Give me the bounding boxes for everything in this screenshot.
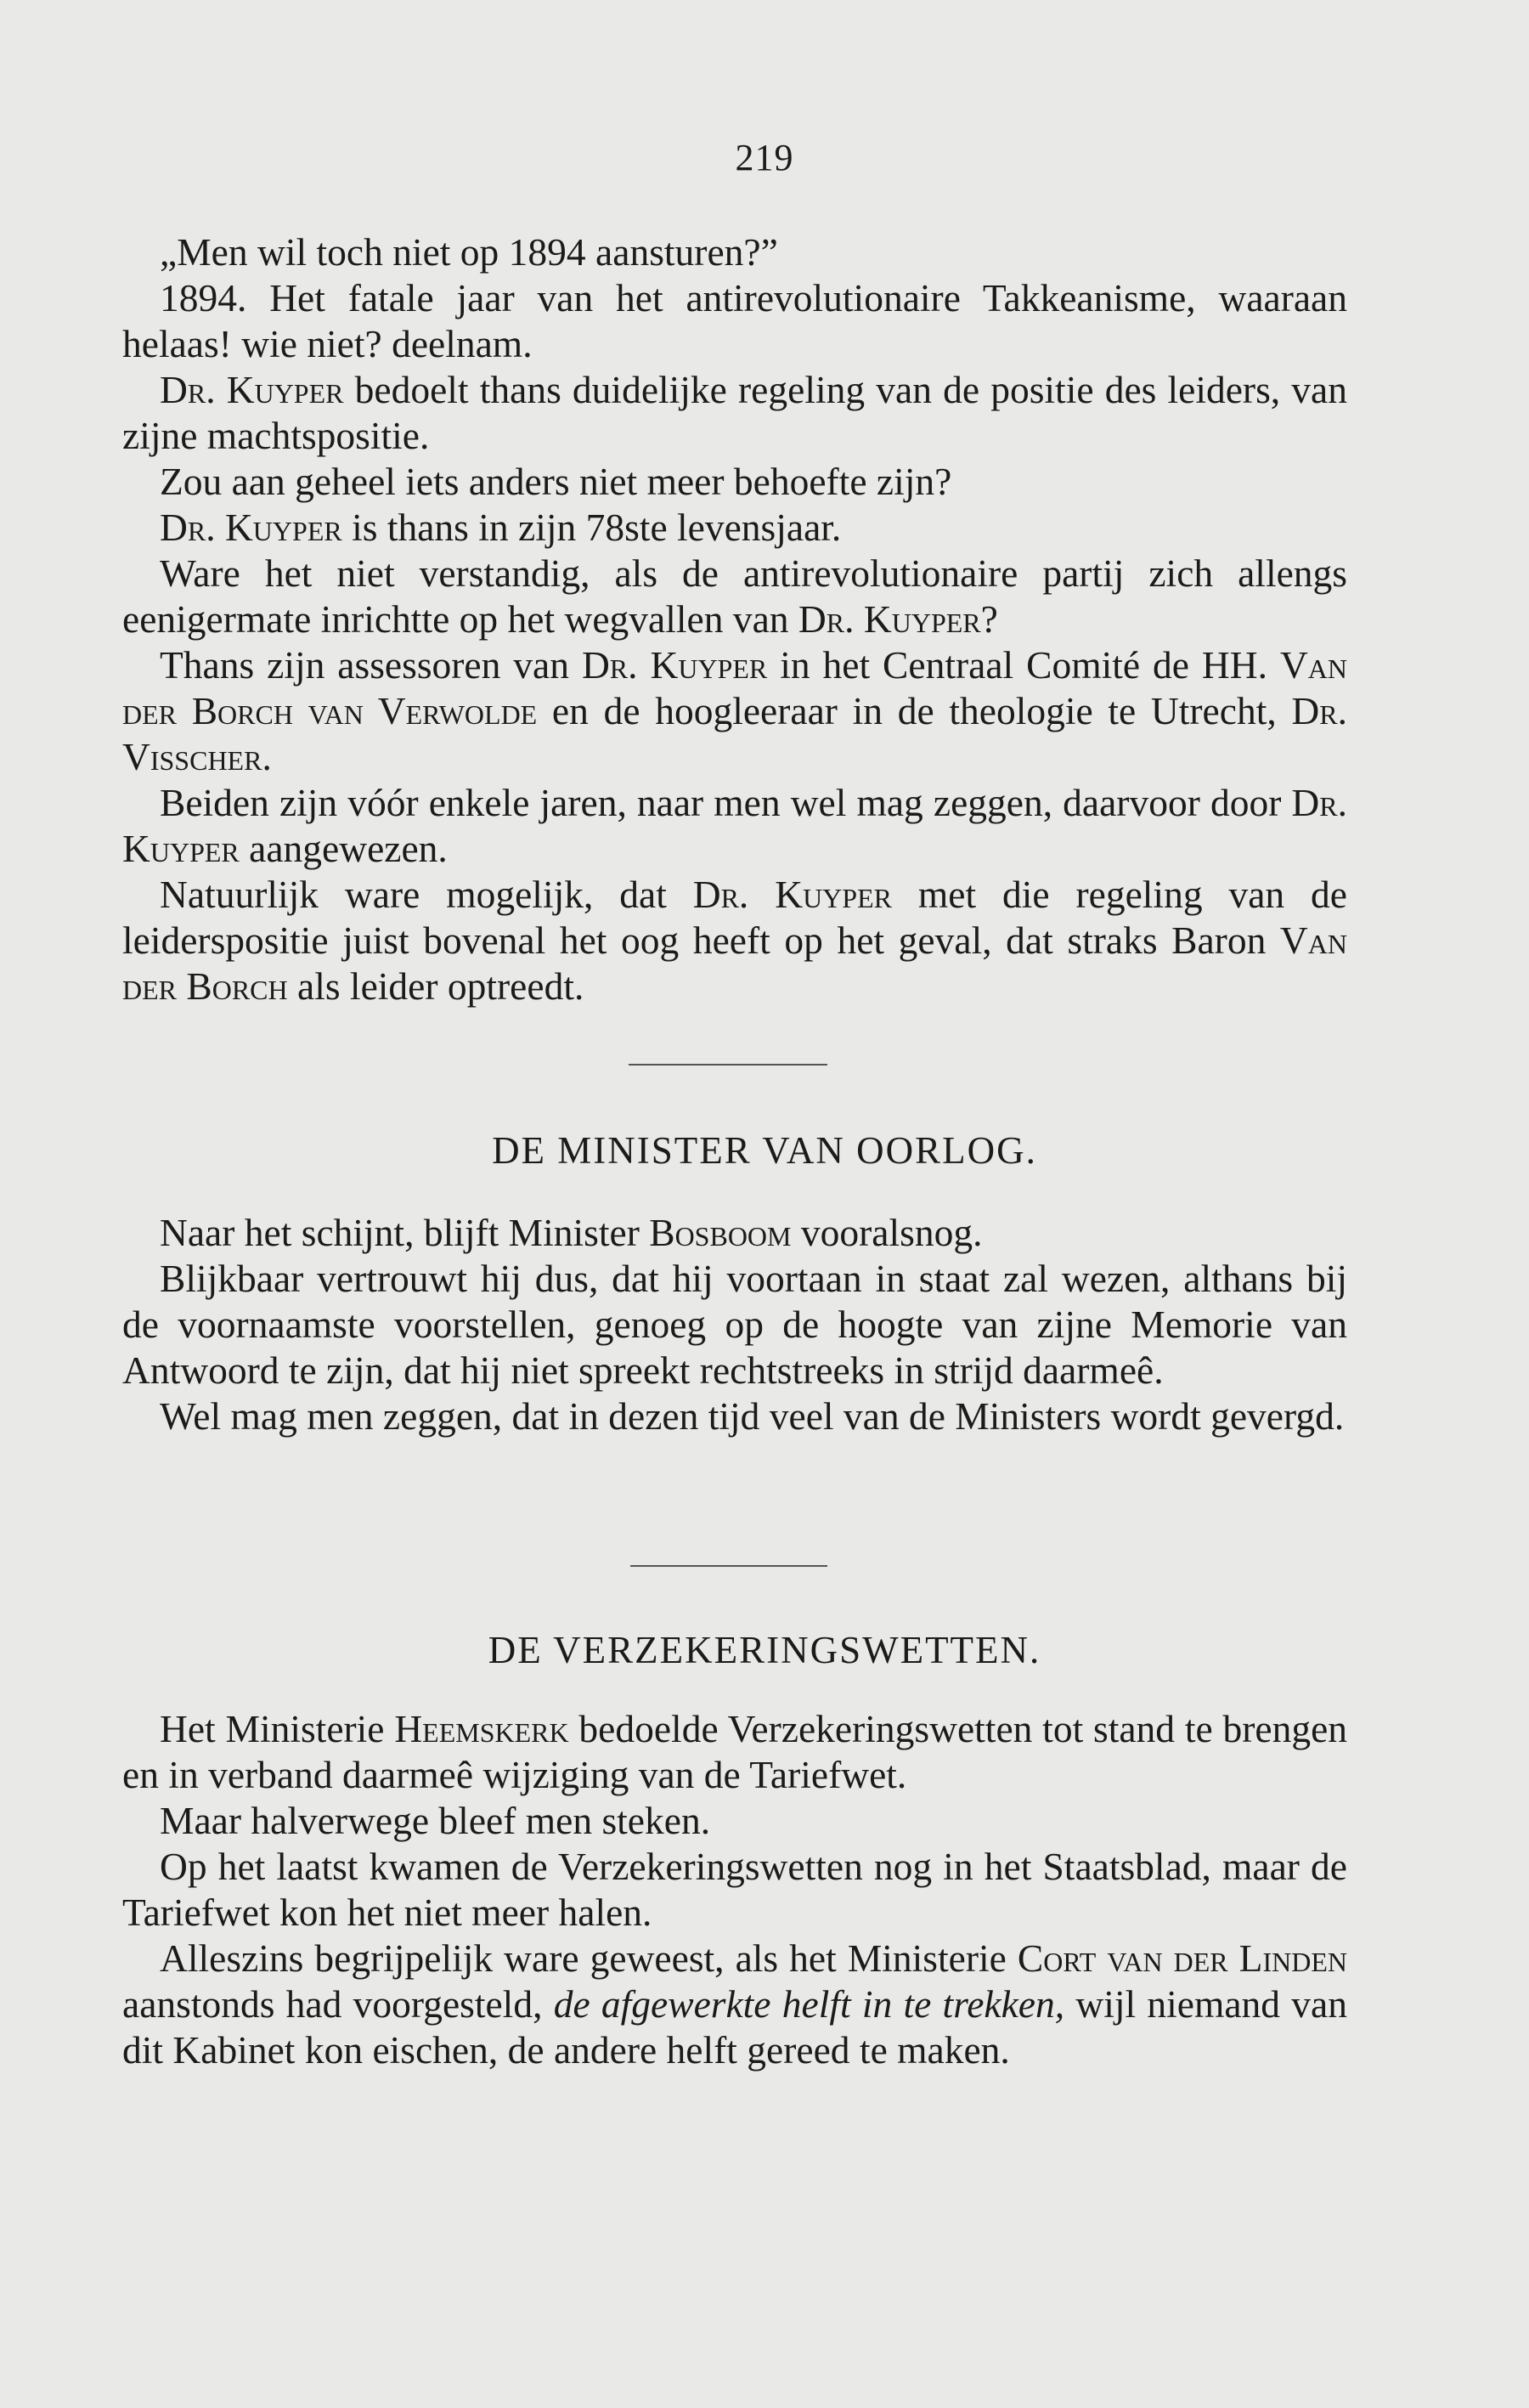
text-run: en de hoogleeraar in de theologie te Utrecht, xyxy=(537,689,1292,732)
person-name: Cort van der Linden xyxy=(1017,1936,1347,1980)
text-run: Wel mag men zeggen, dat in dezen tijd veel van de Ministers wordt gevergd. xyxy=(160,1394,1345,1438)
person-name: Dr. Kuyper xyxy=(122,781,1347,870)
text-run: Zou aan geheel iets anders niet meer behoefte zijn? xyxy=(160,460,952,503)
person-name: Dr. Kuyper xyxy=(692,873,892,916)
person-name: Dr. Kuyper xyxy=(160,506,342,549)
person-name: Heemskerk xyxy=(394,1707,569,1750)
text-run: Op het laatst kwamen de Verzekeringswetten nog in het Staatsblad, maar de Tariefwet kon het niet meer halen. xyxy=(122,1845,1347,1934)
section-heading: DE VERZEKERINGSWETTEN. xyxy=(488,1629,1041,1671)
text-run: bedoelt thans duidelijke regeling van de positie des leiders, van zijne machtspositie. xyxy=(122,368,1347,457)
text-run: is thans in zijn 78ste levensjaar. xyxy=(341,506,842,549)
text-run: ? xyxy=(980,597,998,641)
section-divider xyxy=(630,1565,827,1567)
person-name: Van der Borch xyxy=(122,919,1347,1008)
paragraph xyxy=(122,1210,1347,1256)
text-run: . xyxy=(262,735,272,778)
person-name: Van der Borch van Verwolde xyxy=(122,643,1348,732)
text-run: met die regeling van de leiderspositie juist bovenal het oog heeft op het geval, dat straks Baron xyxy=(122,873,1347,962)
paragraph xyxy=(122,1798,1347,1844)
text-run: als leider optreedt. xyxy=(287,964,584,1008)
text-run: Thans zijn assessoren van xyxy=(160,643,582,687)
text-run: Maar halverwege bleef men steken. xyxy=(160,1799,711,1842)
text-run: bedoelde Verzekeringswetten tot stand te brengen en in verband daarmeê wijziging van de Tariefwet. xyxy=(122,1707,1348,1796)
paragraph xyxy=(122,1393,1347,1439)
paragraph xyxy=(122,1844,1347,1936)
text-run: wijl niemand van dit Kabinet kon eischen, de andere helft gereed te maken. xyxy=(122,1982,1347,2072)
text-run: vooralsnog. xyxy=(791,1211,983,1254)
paragraph xyxy=(122,1256,1347,1393)
text-run: „Men wil toch niet op 1894 aansturen?” xyxy=(160,230,778,274)
text-run: Alleszins begrijpelijk ware geweest, als het Ministerie xyxy=(160,1936,1018,1980)
text-run: aanstonds had voorgesteld, xyxy=(122,1982,554,2026)
section-divider xyxy=(629,1064,827,1066)
text-run: aangewezen. xyxy=(239,827,448,870)
paragraph xyxy=(122,551,1347,642)
italic-phrase: de afgewerkte helft in te trekken, xyxy=(553,1982,1065,2026)
paragraph xyxy=(122,1936,1347,2073)
person-name: Bosboom xyxy=(649,1211,792,1254)
section-heading: DE MINISTER VAN OORLOG. xyxy=(492,1129,1037,1172)
person-name: Dr. Visscher xyxy=(122,689,1347,778)
person-name: Dr. Kuyper xyxy=(581,643,768,687)
paragraph xyxy=(122,459,1347,505)
paragraph xyxy=(122,275,1347,367)
section-verzekeringswetten xyxy=(122,1706,1347,2073)
section-minister-van-oorlog xyxy=(122,1210,1347,1439)
paragraph xyxy=(122,505,1347,551)
text-run: Ware het niet verstandig, als de antirevolutionaire partij zich allengs eenigermate inrichtte op het wegvallen van xyxy=(122,551,1347,641)
text-run: Blijkbaar vertrouwt hij dus, dat hij voortaan in staat zal wezen, althans bij de voornaamste voorstellen, genoeg op de hoogte van zijne Memorie van Antwoord te zijn, dat hij niet spreekt rechtstreeks in strijd daarmeê. xyxy=(122,1257,1347,1392)
paragraph xyxy=(122,780,1347,872)
text-run: Beiden zijn vóór enkele jaren, naar men wel mag zeggen, daarvoor door xyxy=(160,781,1292,824)
person-name: Dr. Kuyper xyxy=(160,368,344,411)
text-run: in het Centraal Comité de HH. xyxy=(767,643,1280,687)
text-run: Het Ministerie xyxy=(160,1707,395,1750)
paragraph xyxy=(122,642,1347,780)
text-run: Naar het schijnt, blijft Minister xyxy=(160,1211,650,1254)
paragraph xyxy=(122,229,1347,275)
page-number: 219 xyxy=(735,137,794,178)
text-run: Natuurlijk ware mogelijk, dat xyxy=(160,873,693,916)
person-name: Dr. Kuyper xyxy=(798,597,981,641)
text-run: 1894. Het fatale jaar van het antirevolutionaire Takkeanisme, waaraan helaas! wie niet? deelnam. xyxy=(122,276,1347,365)
paragraph xyxy=(122,1706,1347,1798)
section-intro xyxy=(122,229,1347,1009)
paragraph xyxy=(122,872,1347,1009)
paragraph xyxy=(122,367,1347,459)
